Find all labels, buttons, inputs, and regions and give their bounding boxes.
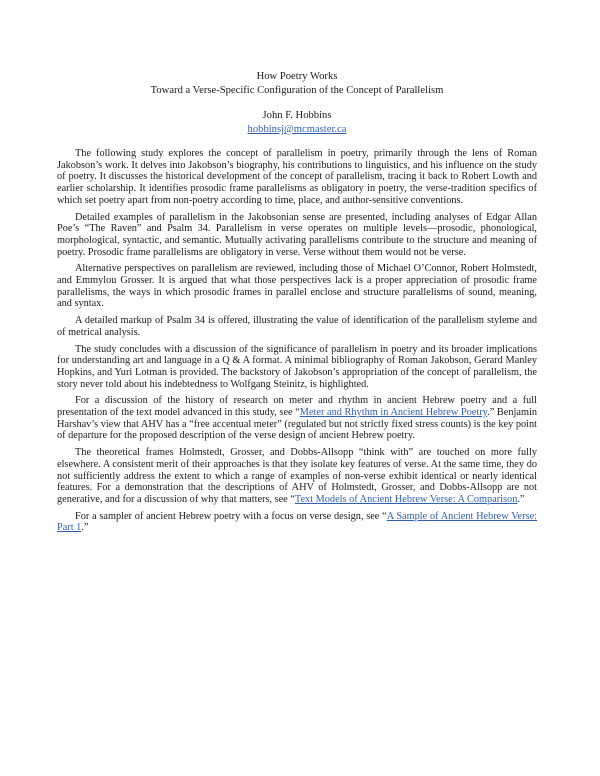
paragraph-8 (57, 511, 537, 534)
title-line-2: Toward a Verse-Specific Configuration of the Concept of Parallelism (150, 85, 444, 96)
paragraph-1: The following study explores the concept of parallelism in poetry, primarily through the lens of Roman Jakobson’s work. It delves into Jakobson’s biography, his contributions to linguistics, and his influence on the study of poetry. It discusses the historical development of the concept of parallelism, tracing it back to Robert Lowth and earlier scholarship. It identifies prosodic frame parallelisms as obligatory in poetry, the verse-tradition specifics of which set poetry apart from non-poetry according to time, place, and author-sensitive conventions. (57, 148, 537, 206)
paragraph-7 (57, 447, 537, 506)
document-page (57, 70, 537, 539)
author-block (57, 109, 537, 137)
title-line-1: How Poetry Works (256, 71, 338, 82)
abstract-body (57, 148, 537, 534)
paragraph-4: A detailed markup of Psalm 34 is offered, illustrating the value of identification of the parallelism styleme and of metrical analysis. (57, 315, 537, 338)
paragraph-7-text-b: .” (517, 493, 525, 505)
paragraph-8-text-a: For a sampler of ancient Hebrew poetry with a focus on verse design, see “ (75, 510, 387, 522)
paragraph-6-text-b: .” Benjamin Harshav’s view that AHV has a “free accentual meter” (regulated but not strictly fixed stress counts) is the key point of departure for the proposed description of the verse design of ancient Hebrew poetry. (57, 407, 537, 442)
sample-verse-link[interactable]: A Sample of Ancient Hebrew Verse: Part 1 (57, 510, 537, 534)
paragraph-6-text-a: For a discussion of the history of research on meter and rhythm in ancient Hebrew poetry and a full presentation of the text model advanced in this study, see “ (57, 395, 537, 419)
author-name: John F. Hobbins (262, 110, 332, 121)
paragraph-8-text-b: .” (81, 522, 89, 534)
paragraph-2: Detailed examples of parallelism in the Jakobsonian sense are presented, including analyses of Edgar Allan Poe’s “The Raven” and Psalm 34. Parallelism in verse operates on multiple levels—prosodic, phonological, morphological, syntactic, and semantic. Mutually activating parallelisms contribute to the structure and meaning of poetry. Prosodic frame parallelisms are obligatory in verse. Verse without them would not be verse. (57, 211, 537, 258)
paragraph-3: Alternative perspectives on parallelism are reviewed, including those of Michael O’Connor, Robert Holmstedt, and Emmylou Grosser. It is argued that what those perspectives lack is a proper appreciation of prosodic frame parallelisms, the ways in which prosodic frames in parallel enclose and structure parallelisms of sound, meaning, and syntax. (57, 263, 537, 310)
author-email-link[interactable]: hobbinsj@mcmaster.ca (247, 124, 347, 135)
text-models-link[interactable]: Text Models of Ancient Hebrew Verse: A Comparison (294, 493, 518, 505)
paragraph-6 (57, 395, 537, 442)
meter-rhythm-link[interactable]: Meter and Rhythm in Ancient Hebrew Poetry (299, 407, 488, 419)
paragraph-7-text-a: The theoretical frames Holmstedt, Grosser, and Dobbs-Allsopp “think with” are touched on more fully elsewhere. A consistent merit of their approaches is that they isolate key features of verse. At the same time, they do not sufficiently address the extent to which a range of examples of non-verse exhibit identical or nearly identical features. For a demonstration that the descriptions of AHV of Holmstedt, Grosser, and Dobbs-Allsopp are not generative, and for a discussion of why that matters, see “ (57, 447, 537, 505)
paragraph-5: The study concludes with a discussion of the significance of parallelism in poetry and its broader implications for understanding art and language in a Q & A format. A minimal bibliography of Roman Jakobson, Gerard Manley Hopkins, and Yuri Lotman is provided. The backstory of Jakobson’s appropriation of the concept of parallelism, the story never told about his indebtedness to Wolfgang Steinitz, is highlighted. (57, 343, 537, 390)
